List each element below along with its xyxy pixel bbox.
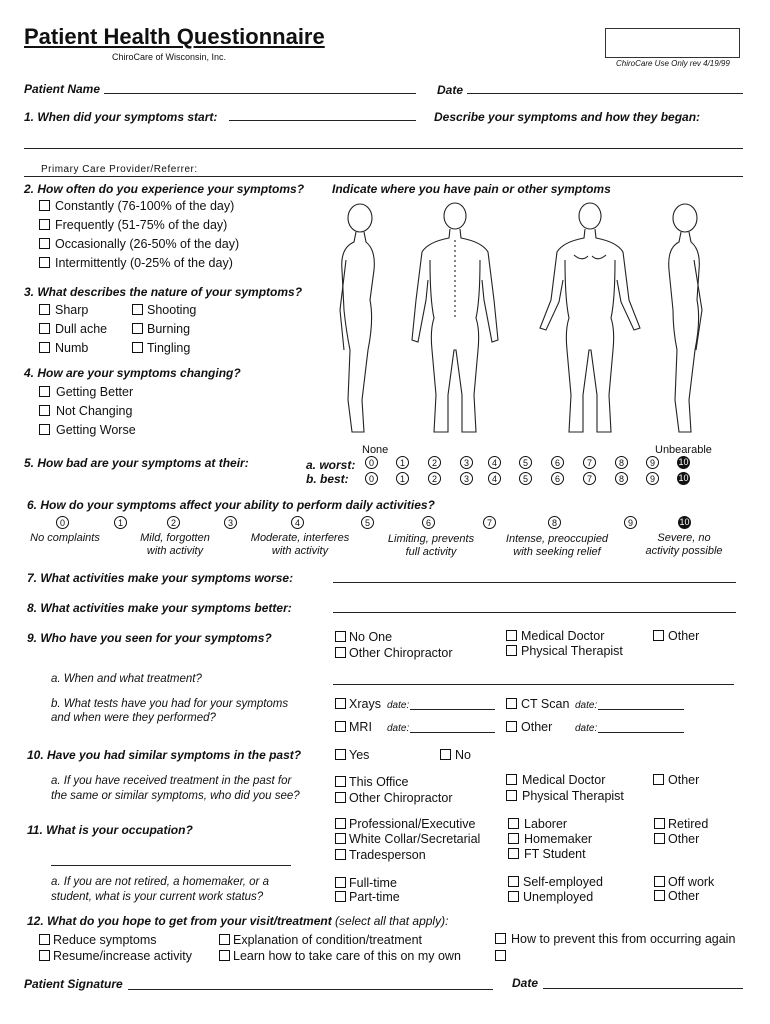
checkbox[interactable] bbox=[335, 833, 346, 844]
checkbox[interactable] bbox=[39, 219, 50, 230]
scale-option-8[interactable]: 8 bbox=[615, 456, 628, 469]
checkbox[interactable] bbox=[335, 792, 346, 803]
footer-date-label: Date bbox=[512, 976, 539, 990]
checkbox[interactable] bbox=[132, 304, 143, 315]
signature-label: Patient Signature bbox=[24, 977, 123, 991]
date-label: Date bbox=[437, 83, 464, 97]
checkbox[interactable] bbox=[506, 790, 517, 801]
checkbox[interactable] bbox=[335, 647, 346, 658]
checkbox[interactable] bbox=[653, 774, 664, 785]
q11-label: 11. What is your occupation? bbox=[27, 823, 193, 837]
scale-option-3[interactable]: 3 bbox=[224, 516, 237, 529]
scale-option-0[interactable]: 0 bbox=[365, 456, 378, 469]
scale-option-6[interactable]: 6 bbox=[551, 472, 564, 485]
scale-option-2[interactable]: 2 bbox=[428, 472, 441, 485]
checkbox[interactable] bbox=[506, 774, 517, 785]
checkbox[interactable] bbox=[39, 950, 50, 961]
scale-option-1[interactable]: 1 bbox=[396, 456, 409, 469]
scale-option-3[interactable]: 3 bbox=[460, 472, 473, 485]
scale-option-4[interactable]: 4 bbox=[488, 472, 501, 485]
q5-best-label: b. best: bbox=[306, 472, 349, 486]
q6-desc-2: Moderate, interferes with activity bbox=[250, 532, 350, 557]
scale-option-0[interactable]: 0 bbox=[56, 516, 69, 529]
checkbox[interactable] bbox=[39, 934, 50, 945]
q6-desc-4: Intense, preoccupied with seeking relief bbox=[505, 533, 609, 558]
page-title: Patient Health Questionnaire bbox=[24, 24, 325, 49]
checkbox[interactable] bbox=[508, 876, 519, 887]
checkbox[interactable] bbox=[335, 776, 346, 787]
q8-field[interactable] bbox=[333, 612, 736, 613]
checkbox[interactable] bbox=[219, 950, 230, 961]
checkbox[interactable] bbox=[495, 933, 506, 944]
checkbox[interactable] bbox=[508, 848, 519, 859]
other-date-field[interactable] bbox=[598, 732, 684, 733]
scale-option-1[interactable]: 1 bbox=[114, 516, 127, 529]
checkbox[interactable] bbox=[132, 342, 143, 353]
xrays-date-field[interactable] bbox=[410, 709, 495, 710]
scale-option-2[interactable]: 2 bbox=[167, 516, 180, 529]
patient-name-label: Patient Name bbox=[24, 82, 101, 96]
q5-worst-label: a. worst: bbox=[306, 458, 356, 472]
q2-label: 2. How often do you experience your symptoms? bbox=[24, 182, 305, 196]
checkbox[interactable] bbox=[506, 630, 517, 641]
q10a-label: a. If you have received treatment in the past for the same or similar symptoms, who did you see? bbox=[51, 775, 300, 802]
scale-option-7[interactable]: 7 bbox=[583, 472, 596, 485]
scale-option-4[interactable]: 4 bbox=[488, 456, 501, 469]
q9b-label: b. What tests have you had for your symptoms and when were they performed? bbox=[51, 698, 289, 724]
checkbox[interactable] bbox=[39, 405, 50, 416]
scale-option-5[interactable]: 5 bbox=[361, 516, 374, 529]
scale-none-label: None bbox=[362, 444, 389, 456]
xrays-date-label: date: bbox=[387, 700, 410, 711]
scale-option-0[interactable]: 0 bbox=[365, 472, 378, 485]
ct-date-label: date: bbox=[575, 700, 598, 711]
q7-field[interactable] bbox=[333, 582, 736, 583]
q6-desc-0: No complaints bbox=[30, 532, 100, 544]
footer-date-field[interactable] bbox=[543, 988, 743, 989]
scale-unbearable-label: Unbearable bbox=[655, 444, 712, 456]
ct-date-field[interactable] bbox=[598, 709, 684, 710]
checkbox[interactable] bbox=[654, 833, 665, 844]
describe-label: Describe your symptoms and how they began: bbox=[434, 110, 701, 124]
body-diagram[interactable] bbox=[330, 200, 720, 440]
checkbox[interactable] bbox=[506, 698, 517, 709]
referrer-field[interactable] bbox=[24, 176, 743, 177]
checkbox[interactable] bbox=[508, 833, 519, 844]
q1-label: 1. When did your symptoms start: bbox=[24, 110, 218, 124]
q11a-label: a. If you are not retired, a homemaker, or a student, what is your current work status? bbox=[51, 876, 269, 903]
checkbox[interactable] bbox=[508, 891, 519, 902]
scale-option-10[interactable]: 10 bbox=[678, 457, 689, 467]
checkbox[interactable] bbox=[219, 934, 230, 945]
scale-option-9[interactable]: 9 bbox=[624, 516, 637, 529]
q3-label: 3. What describes the nature of your symptoms? bbox=[24, 285, 303, 299]
scale-option-3[interactable]: 3 bbox=[460, 456, 473, 469]
checkbox[interactable] bbox=[506, 645, 517, 656]
scale-option-7[interactable]: 7 bbox=[583, 456, 596, 469]
q5-label: 5. How bad are your symptoms at their: bbox=[24, 456, 249, 470]
scale-option-9[interactable]: 9 bbox=[646, 472, 659, 485]
checkbox[interactable] bbox=[39, 238, 50, 249]
q8-label: 8. What activities make your symptoms better: bbox=[27, 601, 292, 615]
checkbox[interactable] bbox=[335, 891, 346, 902]
q10-label: 10. Have you had similar symptoms in the past? bbox=[27, 748, 302, 762]
scale-option-10[interactable]: 10 bbox=[679, 517, 690, 527]
checkbox[interactable] bbox=[335, 877, 346, 888]
checkbox[interactable] bbox=[495, 950, 506, 961]
scale-option-8[interactable]: 8 bbox=[615, 472, 628, 485]
scale-option-6[interactable]: 6 bbox=[551, 456, 564, 469]
mri-date-field[interactable] bbox=[410, 732, 495, 733]
q9a-field[interactable] bbox=[333, 684, 734, 685]
checkbox[interactable] bbox=[654, 876, 665, 887]
q6-desc-3: Limiting, prevents full activity bbox=[387, 533, 475, 558]
checkbox[interactable] bbox=[335, 721, 346, 732]
scale-option-1[interactable]: 1 bbox=[396, 472, 409, 485]
scale-option-5[interactable]: 5 bbox=[519, 456, 532, 469]
checkbox[interactable] bbox=[654, 890, 665, 901]
checkbox[interactable] bbox=[654, 818, 665, 829]
scale-option-5[interactable]: 5 bbox=[519, 472, 532, 485]
checkbox[interactable] bbox=[39, 424, 50, 435]
checkbox[interactable] bbox=[335, 749, 346, 760]
checkbox[interactable] bbox=[39, 323, 50, 334]
office-use-box bbox=[605, 28, 740, 58]
checkbox[interactable] bbox=[39, 386, 50, 397]
scale-option-4[interactable]: 4 bbox=[291, 516, 304, 529]
back-figure bbox=[412, 203, 498, 432]
checkbox[interactable] bbox=[335, 818, 346, 829]
checkbox[interactable] bbox=[508, 818, 519, 829]
q7-label: 7. What activities make your symptoms worse: bbox=[27, 571, 294, 585]
checkbox[interactable] bbox=[506, 721, 517, 732]
scale-option-8[interactable]: 8 bbox=[548, 516, 561, 529]
checkbox[interactable] bbox=[440, 749, 451, 760]
q1-field[interactable] bbox=[229, 120, 416, 121]
checkbox[interactable] bbox=[132, 323, 143, 334]
q11-field[interactable] bbox=[51, 865, 291, 866]
page-subtitle: ChiroCare of Wisconsin, Inc. bbox=[112, 52, 227, 62]
checkbox[interactable] bbox=[335, 698, 346, 709]
side-left-figure bbox=[340, 204, 374, 432]
q6-desc-1: Mild, forgotten with activity bbox=[140, 532, 210, 557]
signature-field[interactable] bbox=[128, 989, 493, 990]
checkbox[interactable] bbox=[653, 630, 664, 641]
q6-desc-5: Severe, no activity possible bbox=[645, 532, 723, 557]
q6-label: 6. How do your symptoms affect your ability to perform daily activities? bbox=[27, 498, 435, 512]
pain-diagram-label: Indicate where you have pain or other symptoms bbox=[332, 182, 611, 196]
checkbox[interactable] bbox=[335, 849, 346, 860]
office-use-label: ChiroCare Use Only rev 4/19/99 bbox=[616, 59, 730, 68]
mri-date-label: date: bbox=[387, 723, 410, 734]
referrer-label: Primary Care Provider/Referrer: bbox=[41, 164, 198, 175]
side-right-figure bbox=[669, 204, 702, 432]
describe-field[interactable] bbox=[24, 148, 743, 149]
patient-name-field[interactable] bbox=[104, 93, 416, 94]
checkbox[interactable] bbox=[39, 200, 50, 211]
scale-option-6[interactable]: 6 bbox=[422, 516, 435, 529]
other-date-label: date: bbox=[575, 723, 598, 734]
q9a-label: a. When and what treatment? bbox=[51, 673, 202, 685]
checkbox[interactable] bbox=[39, 342, 50, 353]
checkbox[interactable] bbox=[335, 631, 346, 642]
scale-option-10[interactable]: 10 bbox=[678, 473, 689, 483]
scale-option-7[interactable]: 7 bbox=[483, 516, 496, 529]
front-figure bbox=[540, 203, 640, 432]
checkbox[interactable] bbox=[39, 304, 50, 315]
checkbox[interactable] bbox=[39, 257, 50, 268]
q12-label: 12. What do you hope to get from your visit/treatment (select all that apply): bbox=[27, 914, 449, 928]
date-field[interactable] bbox=[467, 93, 743, 94]
scale-option-2[interactable]: 2 bbox=[428, 456, 441, 469]
scale-option-9[interactable]: 9 bbox=[646, 456, 659, 469]
q9-label: 9. Who have you seen for your symptoms? bbox=[27, 631, 272, 645]
q4-label: 4. How are your symptoms changing? bbox=[24, 366, 241, 380]
